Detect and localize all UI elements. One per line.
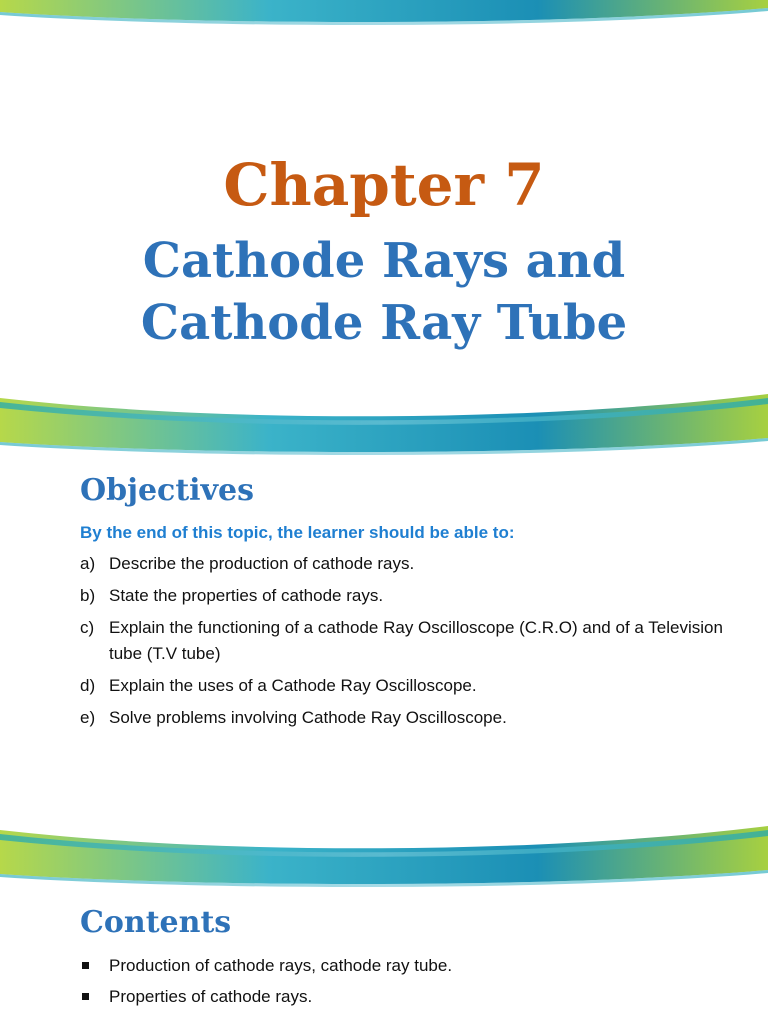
top-wave-decoration bbox=[0, 432, 768, 460]
list-marker: c) bbox=[80, 618, 95, 637]
square-bullet-icon bbox=[82, 993, 89, 1000]
list-item-text: Solve problems involving Cathode Ray Oscilloscope. bbox=[109, 708, 507, 727]
list-item-text: Describe the production of cathode rays. bbox=[109, 554, 415, 573]
title-slide bbox=[0, 0, 768, 432]
list-item bbox=[80, 953, 750, 979]
chapter-subtitle bbox=[0, 230, 768, 354]
list-marker: a) bbox=[80, 554, 96, 573]
contents-slide bbox=[0, 864, 768, 1024]
objectives-lead: By the end of this topic, the learner should be able to: bbox=[80, 523, 515, 542]
top-wave-decoration bbox=[0, 864, 768, 892]
list-item bbox=[80, 705, 750, 731]
chapter-title: Chapter 7 bbox=[223, 151, 545, 219]
list-item bbox=[80, 583, 750, 609]
list-item bbox=[80, 984, 750, 1010]
list-marker: e) bbox=[80, 708, 96, 727]
subtitle-line-1: Cathode Rays and bbox=[142, 233, 626, 289]
objectives-slide bbox=[0, 432, 768, 864]
list-item-text: Properties of cathode rays. bbox=[109, 987, 313, 1006]
list-item bbox=[80, 615, 750, 667]
objectives-heading: Objectives bbox=[80, 473, 254, 508]
list-item-text: State the properties of cathode rays. bbox=[109, 586, 384, 605]
list-item-text: Production of cathode rays, cathode ray tube. bbox=[109, 956, 453, 975]
list-item bbox=[80, 551, 750, 577]
subtitle-line-2: Cathode Ray Tube bbox=[140, 295, 628, 351]
bottom-wave-decoration bbox=[0, 824, 768, 864]
list-marker: b) bbox=[80, 586, 96, 605]
top-wave-decoration bbox=[0, 0, 768, 30]
contents-list bbox=[80, 953, 750, 1015]
list-item-text: Explain the functioning of a cathode Ray Oscilloscope (C.R.O) and of a Television tube (T.V tube) bbox=[109, 618, 723, 663]
list-item-text: Explain the uses of a Cathode Ray Oscilloscope. bbox=[109, 676, 477, 695]
bottom-wave-decoration bbox=[0, 392, 768, 432]
contents-heading: Contents bbox=[80, 905, 232, 940]
square-bullet-icon bbox=[82, 962, 89, 969]
list-item bbox=[80, 673, 750, 699]
objectives-list bbox=[80, 551, 750, 737]
list-marker: d) bbox=[80, 676, 96, 695]
